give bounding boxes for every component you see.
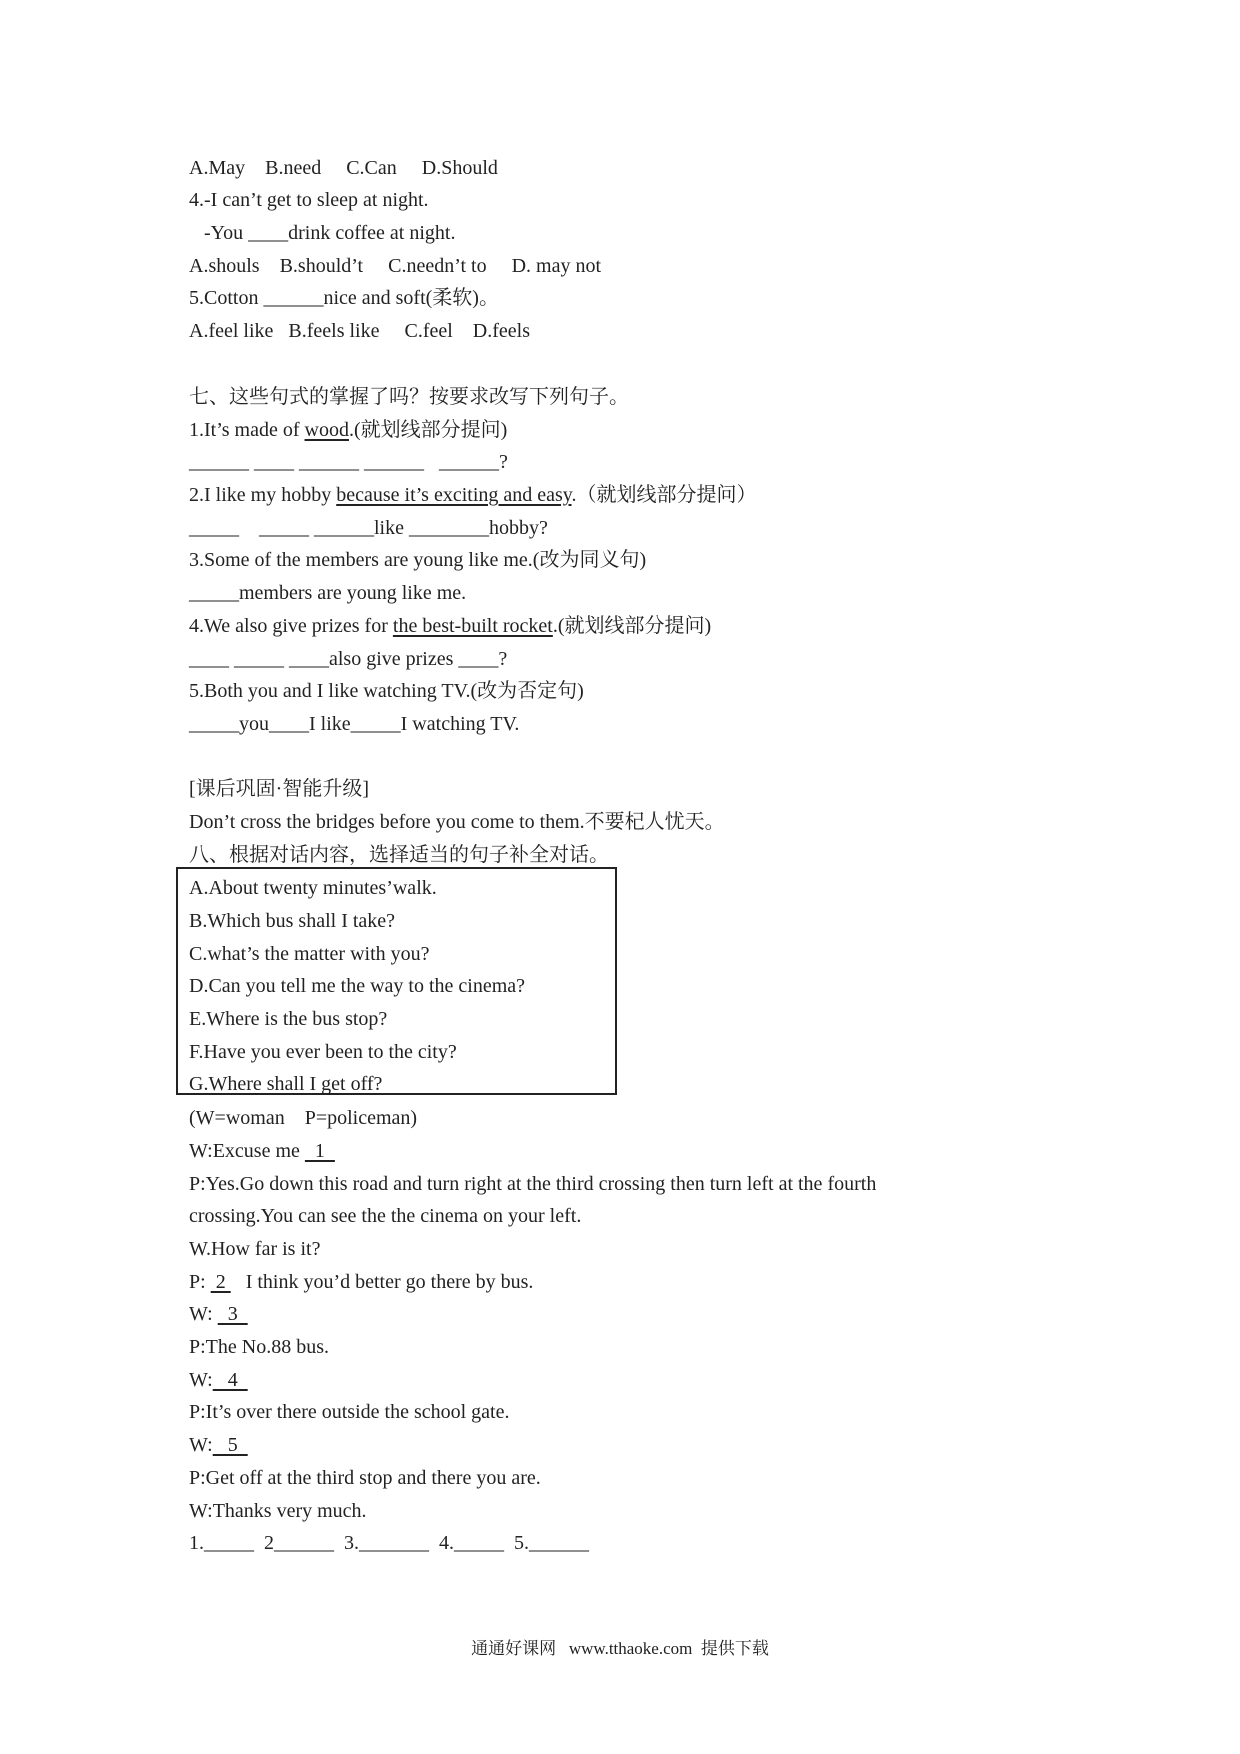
dialog-line-10: W: 5 — [189, 1434, 248, 1456]
dialog-line-11: P:Get off at the third stop and there you are. — [189, 1467, 541, 1489]
dialog-line-12: W:Thanks very much. — [189, 1500, 367, 1522]
s7-q5: 5.Both you and I like watching TV.(改为否定句) — [189, 680, 584, 702]
dialog-line-9: P:It’s over there outside the school gate. — [189, 1401, 510, 1423]
after-class-heading: [课后巩固·智能升级] — [189, 778, 369, 800]
option-f: F.Have you ever been to the city? — [189, 1041, 457, 1063]
s7-q3: 3.Some of the members are young like me.(改为同义句) — [189, 549, 647, 571]
q5-options: A.feel like B.feels like C.feel D.feels — [189, 320, 530, 342]
option-d: D.Can you tell me the way to the cinema? — [189, 975, 526, 997]
s7-q5-blanks: _____you____I like_____I watching TV. — [189, 713, 520, 735]
s7-q4: 4.We also give prizes for the best-built rocket.(就划线部分提问) — [189, 615, 712, 637]
q4-options: A.shouls B.should’t C.needn’t to D. may not — [189, 255, 602, 277]
q4-response: -You ____drink coffee at night. — [189, 222, 456, 244]
s7-q1: 1.It’s made of wood.(就划线部分提问) — [189, 419, 508, 441]
q5-sentence: 5.Cotton ______nice and soft(柔软)。 — [189, 287, 499, 309]
dialog-line-4: W.How far is it? — [189, 1238, 321, 1260]
s7-q1-blanks: ______ ____ ______ ______ ______? — [189, 451, 508, 473]
dialog-line-3: crossing.You can see the the cinema on your left. — [189, 1205, 582, 1227]
s7-q3-blanks: _____members are young like me. — [189, 582, 467, 604]
q3-options: A.May B.need C.Can D.Should — [189, 157, 498, 179]
proverb: Don’t cross the bridges before you come to them.不要杞人忧天。 — [189, 811, 725, 833]
footer-credit: 通通好课网 www.tthaoke.com 提供下载 — [471, 1639, 769, 1658]
dialog-line-6: W: 3 — [189, 1303, 248, 1325]
option-b: B.Which bus shall I take? — [189, 910, 396, 932]
dialog-line-5: P: 2 I think you’d better go there by bus. — [189, 1271, 534, 1293]
option-c: C.what’s the matter with you? — [189, 943, 430, 965]
option-e: E.Where is the bus stop? — [189, 1008, 388, 1030]
dialog-line-1: W:Excuse me 1 — [189, 1140, 335, 1162]
option-g: G.Where shall I get off? — [189, 1073, 383, 1095]
s7-q2-blanks: _____ _____ ______like ________hobby? — [189, 517, 548, 539]
dialog-line-2: P:Yes.Go down this road and turn right at the third crossing then turn left at the fourth — [189, 1173, 877, 1195]
option-a: A.About twenty minutes’walk. — [189, 877, 437, 899]
roles-legend: (W=woman P=policeman) — [189, 1107, 418, 1129]
dialog-line-7: P:The No.88 bus. — [189, 1336, 329, 1358]
section7-title: 七、这些句式的掌握了吗？按要求改写下列句子。 — [189, 386, 629, 408]
dialog-line-8: W: 4 — [189, 1369, 248, 1391]
s7-q4-blanks: ____ _____ ____also give prizes ____? — [189, 648, 508, 670]
s7-q2: 2.I like my hobby because it’s exciting and easy.（就划线部分提问） — [189, 484, 757, 506]
section8-title: 八、根据对话内容，选择适当的句子补全对话。 — [189, 844, 609, 866]
q4-prompt: 4.-I can’t get to sleep at night. — [189, 189, 429, 211]
answer-blanks: 1._____ 2______ 3._______ 4._____ 5.______ — [189, 1532, 589, 1554]
